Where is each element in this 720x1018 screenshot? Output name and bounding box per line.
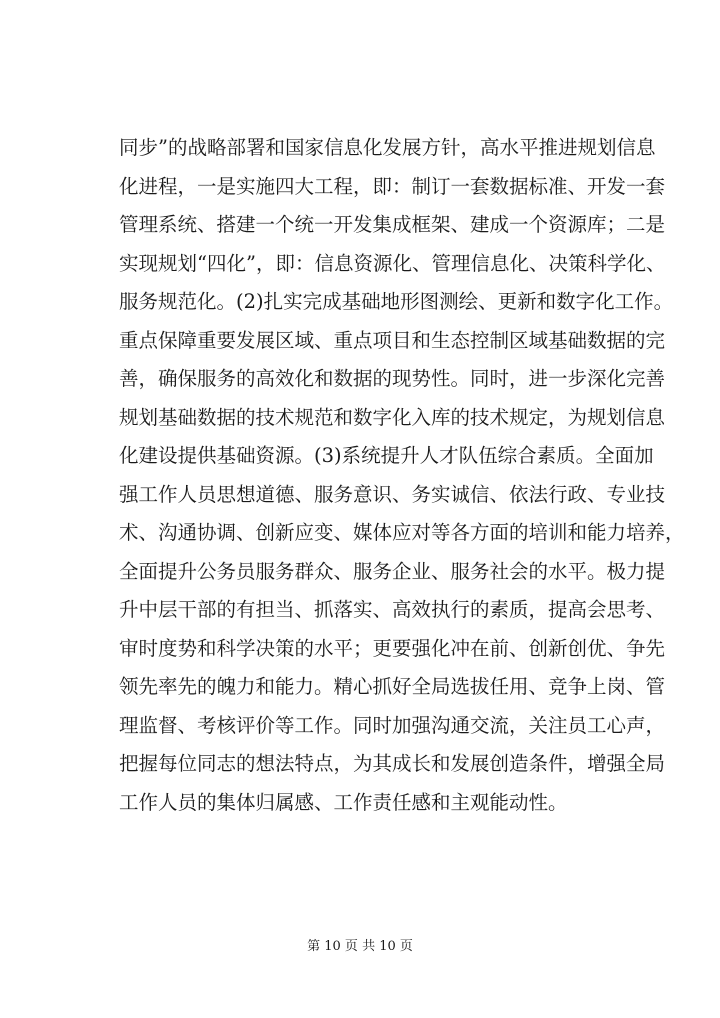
text-line: 善，确保服务的高效化和数据的现势性。同时，进一步深化完善: [119, 367, 666, 390]
text-line: 强工作人员思想道德、服务意识、务实诚信、依法行政、专业技: [119, 482, 666, 506]
text-line: 全面提升公务员服务群众、服务企业、服务社会的水平。极力提: [119, 559, 666, 583]
text-line: 术、沟通协调、创新应变、媒体应对等各方面的培训和能力培养，: [119, 521, 685, 544]
text-line: 领先率先的魄力和能力。精心抓好全局选拔任用、竞争上岗、管: [119, 675, 666, 698]
text-line: 管理系统、搭建一个统一开发集成框架、建成一个资源库；二是: [119, 213, 666, 236]
text-line: 化进程，一是实施四大工程，即：制订一套数据标准、开发一套: [119, 174, 666, 198]
page-number-footer: 第 10 页 共 10 页: [307, 939, 413, 954]
body-paragraph: [119, 129, 685, 822]
text-line: 审时度势和科学决策的水平；更要强化冲在前、创新创优、争先: [119, 636, 666, 660]
text-line: 服务规范化。(2)扎实完成基础地形图测绘、更新和数字化工作。: [119, 290, 674, 313]
text-line: 把握每位同志的想法特点，为其成长和发展创造条件，增强全局: [119, 752, 666, 775]
text-line: 理监督、考核评价等工作。同时加强沟通交流，关注员工心声，: [119, 713, 666, 737]
text-line: 实现规划“四化”，即：信息资源化、管理信息化、决策科学化、: [119, 251, 666, 275]
text-line: 规划基础数据的技术规范和数字化入库的技术规定，为规划信息: [119, 405, 666, 429]
text-line: 工作人员的集体归属感、工作责任感和主观能动性。: [119, 790, 568, 814]
text-line: 同步”的战略部署和国家信息化发展方针，高水平推进规划信息: [119, 136, 656, 159]
text-line: 重点保障重要发展区域、重点项目和生态控制区域基础数据的完: [119, 328, 666, 352]
text-line: 升中层干部的有担当、抓落实、高效执行的素质，提高会思考、: [119, 598, 666, 621]
text-line: 化建设提供基础资源。(3)系统提升人才队伍综合素质。全面加: [119, 444, 654, 467]
